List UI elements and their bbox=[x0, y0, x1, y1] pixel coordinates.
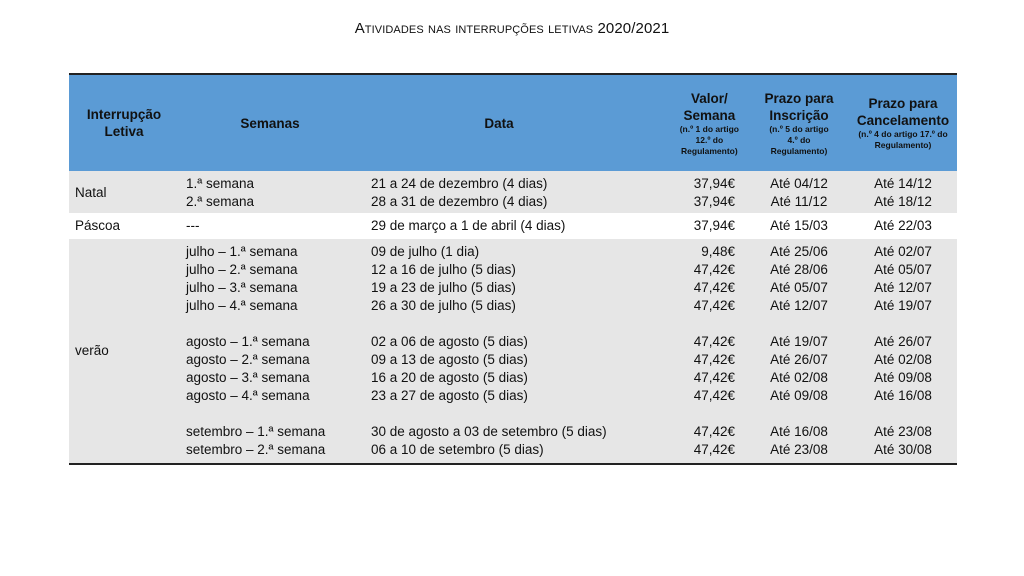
column-valor bbox=[637, 175, 749, 211]
column-cancelamento bbox=[849, 217, 957, 235]
cell-inscricao: Até 25/06 bbox=[770, 244, 828, 259]
cell-cancelamento: Até 12/07 bbox=[874, 280, 932, 295]
column-data bbox=[361, 243, 637, 459]
cell-data: 09 de julho (1 dia) bbox=[371, 244, 480, 259]
cell-inscricao: Até 23/08 bbox=[770, 442, 828, 457]
cell-valor: 47,42€ bbox=[693, 334, 735, 349]
cell-data: 19 a 23 de julho (5 dias) bbox=[371, 280, 516, 295]
cell-data bbox=[371, 315, 637, 333]
cell-cancelamento: Até 16/08 bbox=[874, 388, 932, 403]
table-body bbox=[69, 171, 957, 463]
cell-cancelamento: Até 22/03 bbox=[874, 218, 932, 233]
group-name: verão bbox=[75, 343, 109, 358]
cell-semana: julho – 2.ª semana bbox=[186, 262, 298, 277]
cell-cancelamento: Até 02/08 bbox=[874, 352, 932, 367]
cell-cancelamento: Até 30/08 bbox=[874, 442, 932, 457]
cell-cancelamento bbox=[849, 315, 957, 333]
column-inscricao bbox=[749, 243, 849, 459]
cell-inscricao: Até 26/07 bbox=[770, 352, 828, 367]
cell-semana: julho – 3.ª semana bbox=[186, 280, 298, 295]
activities-table bbox=[69, 73, 957, 465]
header-interrupcao: Interrupção Letiva bbox=[86, 107, 162, 139]
page-title: Atividades nas interrupções letivas 2020/2021 bbox=[354, 20, 670, 37]
column-cancelamento bbox=[849, 243, 957, 459]
cell-semana: --- bbox=[186, 218, 200, 233]
table-header bbox=[69, 75, 957, 171]
cell-inscricao: Até 12/07 bbox=[770, 298, 828, 313]
column-valor bbox=[637, 243, 749, 459]
cell-semana: agosto – 3.ª semana bbox=[186, 370, 310, 385]
cell-inscricao: Até 05/07 bbox=[770, 280, 828, 295]
cell-inscricao: Até 09/08 bbox=[770, 388, 828, 403]
column-inscricao bbox=[749, 175, 849, 211]
cell-data: 09 a 13 de agosto (5 dias) bbox=[371, 352, 528, 367]
cell-cancelamento bbox=[849, 405, 957, 423]
cell-semana bbox=[186, 315, 361, 333]
group-2 bbox=[69, 239, 957, 463]
cell-inscricao: Até 28/06 bbox=[770, 262, 828, 277]
group-1 bbox=[69, 213, 957, 239]
header-valor: Valor/ Semana (n.º 1 do artigo 12.º do Regulamento) bbox=[679, 90, 739, 156]
cell-valor: 9,48€ bbox=[701, 244, 735, 259]
header-data: Data bbox=[484, 115, 514, 131]
cell-valor: 47,42€ bbox=[693, 262, 735, 277]
cell-semana: 2.ª semana bbox=[186, 194, 255, 209]
cell-cancelamento: Até 26/07 bbox=[874, 334, 932, 349]
cell-inscricao: Até 15/03 bbox=[770, 218, 828, 233]
cell-data: 23 a 27 de agosto (5 dias) bbox=[371, 388, 528, 403]
cell-data: 28 a 31 de dezembro (4 dias) bbox=[371, 194, 548, 209]
cell-valor: 47,42€ bbox=[693, 424, 735, 439]
column-inscricao bbox=[749, 217, 849, 235]
cell-data: 02 a 06 de agosto (5 dias) bbox=[371, 334, 528, 349]
cell-cancelamento: Até 14/12 bbox=[874, 176, 932, 191]
group-name: Natal bbox=[75, 185, 107, 200]
cell-inscricao: Até 11/12 bbox=[770, 194, 828, 209]
column-cancelamento bbox=[849, 175, 957, 211]
cell-semana: julho – 4.ª semana bbox=[186, 298, 298, 313]
column-valor bbox=[637, 217, 749, 235]
group-name: Páscoa bbox=[75, 218, 121, 233]
cell-valor: 47,42€ bbox=[693, 370, 735, 385]
cell-valor: 47,42€ bbox=[693, 280, 735, 295]
cell-inscricao: Até 16/08 bbox=[770, 424, 828, 439]
cell-inscricao bbox=[749, 315, 849, 333]
cell-valor: 37,94€ bbox=[693, 194, 735, 209]
cell-cancelamento: Até 09/08 bbox=[874, 370, 932, 385]
cell-data bbox=[371, 405, 637, 423]
cell-inscricao: Até 19/07 bbox=[770, 334, 828, 349]
cell-data: 12 a 16 de julho (5 dias) bbox=[371, 262, 516, 277]
cell-cancelamento: Até 23/08 bbox=[874, 424, 932, 439]
cell-valor: 47,42€ bbox=[693, 442, 735, 457]
cell-inscricao: Até 02/08 bbox=[770, 370, 828, 385]
header-inscricao: Prazo para Inscrição (n.º 5 do artigo 4.º do Regulamento) bbox=[764, 90, 834, 156]
cell-valor: 37,94€ bbox=[693, 218, 735, 233]
cell-cancelamento: Até 18/12 bbox=[874, 194, 932, 209]
cell-semana: setembro – 1.ª semana bbox=[186, 424, 326, 439]
cell-cancelamento: Até 05/07 bbox=[874, 262, 932, 277]
cell-cancelamento: Até 02/07 bbox=[874, 244, 932, 259]
cell-semana: agosto – 2.ª semana bbox=[186, 352, 310, 367]
cell-data: 30 de agosto a 03 de setembro (5 dias) bbox=[371, 424, 607, 439]
cell-semana bbox=[186, 405, 361, 423]
cell-data: 29 de março a 1 de abril (4 dias) bbox=[371, 218, 566, 233]
column-semana bbox=[179, 217, 361, 235]
header-semanas: Semanas bbox=[240, 115, 300, 131]
cell-semana: julho – 1.ª semana bbox=[186, 244, 298, 259]
column-data bbox=[361, 175, 637, 211]
header-cancelamento: Prazo para Cancelamento (n.º 4 do artigo 17.º do Regulamento) bbox=[856, 96, 950, 150]
cell-semana: agosto – 4.ª semana bbox=[186, 388, 310, 403]
column-semana bbox=[179, 243, 361, 459]
column-data bbox=[361, 217, 637, 235]
column-semana bbox=[179, 175, 361, 211]
cell-data: 16 a 20 de agosto (5 dias) bbox=[371, 370, 528, 385]
cell-inscricao bbox=[749, 405, 849, 423]
cell-valor: 47,42€ bbox=[693, 388, 735, 403]
cell-cancelamento: Até 19/07 bbox=[874, 298, 932, 313]
cell-valor bbox=[637, 405, 735, 423]
cell-semana: setembro – 2.ª semana bbox=[186, 442, 326, 457]
cell-semana: 1.ª semana bbox=[186, 176, 255, 191]
cell-valor: 37,94€ bbox=[693, 176, 735, 191]
group-0 bbox=[69, 171, 957, 213]
cell-valor: 47,42€ bbox=[693, 352, 735, 367]
cell-data: 06 a 10 de setembro (5 dias) bbox=[371, 442, 544, 457]
cell-data: 26 a 30 de julho (5 dias) bbox=[371, 298, 516, 313]
cell-inscricao: Até 04/12 bbox=[770, 176, 828, 191]
cell-valor bbox=[637, 315, 735, 333]
cell-data: 21 a 24 de dezembro (4 dias) bbox=[371, 176, 548, 191]
cell-valor: 47,42€ bbox=[693, 298, 735, 313]
cell-semana: agosto – 1.ª semana bbox=[186, 334, 310, 349]
